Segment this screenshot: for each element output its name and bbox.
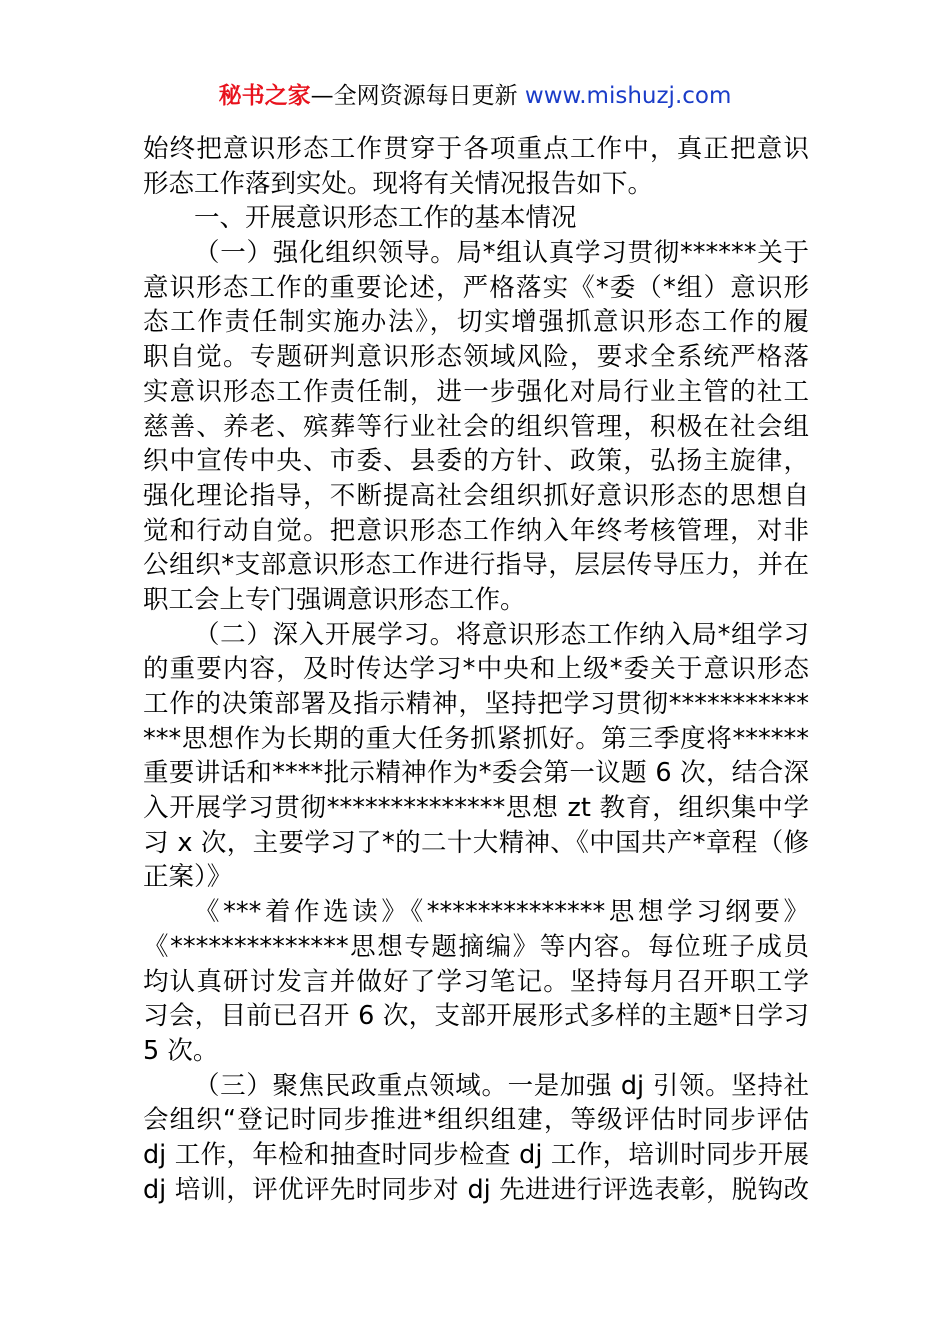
text-line: 意识形态工作的重要论述，严格落实《*委（*组）意识形 [143, 272, 809, 303]
text-line: 正案）》 [143, 862, 233, 893]
text-line: 职自觉。专题研判意识形态领域风险，要求全系统严格落 [143, 342, 809, 373]
text-line: dj 培训，评优评先时同步对 dj 先进进行评选表彰，脱钩改 [143, 1174, 809, 1205]
text-line: dj 工作，年检和抽查时同步检查 dj 工作，培训时同步开展 [143, 1139, 809, 1170]
text-line: 公组织*支部意识形态工作进行指导，层层传导压力，并在 [143, 550, 809, 581]
text-line: 《**************思想专题摘编》等内容。每位班子成员 [143, 931, 809, 962]
site-brand: 秘书之家 [218, 83, 311, 109]
text-line: 《***着作选读》《**************思想学习纲要》 [194, 897, 809, 928]
text-line: 习 x 次，主要学习了*的二十大精神、《中国共产*章程（修 [143, 827, 809, 858]
text-line: （一）强化组织领导。局*组认真学习贯彻******关于 [194, 238, 809, 269]
text-line: 织中宣传中央、市委、县委的方针、政策，弘扬主旋律， [143, 446, 809, 477]
text-line: 始终把意识形态工作贯穿于各项重点工作中，真正把意识 [143, 134, 809, 164]
text-line: 形态工作落到实处。现将有关情况报告如下。 [143, 168, 654, 199]
site-url-link[interactable]: www.mishuzj.com [524, 83, 732, 109]
text-line: 重要讲话和****批示精神作为*委会第一议题 6 次，结合深 [143, 758, 809, 789]
text-line: 入开展学习贯彻**************思想 zt 教育，组织集中学 [143, 793, 809, 824]
text-line: 的重要内容，及时传达学习*中央和上级*委关于意识形态 [143, 654, 809, 685]
text-line: 会组织“登记时同步推进*组织组建，等级评估时同步评估 [143, 1105, 809, 1136]
text-line: 实意识形态工作责任制，进一步强化对局行业主管的社工 [143, 376, 809, 407]
text-line: （三）聚焦民政重点领域。一是加强 dj 引领。坚持社 [194, 1070, 809, 1101]
text-line: 态工作责任制实施办法》，切实增强抓意识形态工作的履 [143, 307, 809, 338]
site-header [0, 80, 950, 112]
text-line: 习会，目前已召开 6 次，支部开展形式多样的主题*日学习 [143, 1001, 809, 1032]
text-line: 5 次。 [143, 1035, 219, 1066]
text-line: 均认真研讨发言并做好了学习笔记。坚持每月召开职工学 [143, 966, 809, 997]
text-line: 职工会上专门强调意识形态工作。 [143, 584, 526, 615]
section-heading: 一、开展意识形态工作的基本情况 [194, 203, 577, 234]
site-tagline: —全网资源每日更新 [310, 83, 525, 109]
text-line: 慈善、养老、殡葬等行业社会的组织管理，积极在社会组 [143, 411, 809, 442]
text-line: 觉和行动自觉。把意识形态工作纳入年终考核管理，对非 [143, 515, 809, 546]
text-line: （二）深入开展学习。将意识形态工作纳入局*组学习 [194, 619, 809, 650]
text-line: ***思想作为长期的重大任务抓紧抓好。第三季度将****** [143, 723, 809, 754]
text-line: 强化理论指导，不断提高社会组织抓好意识形态的思想自 [143, 480, 809, 511]
text-line: 工作的决策部署及指示精神，坚持把学习贯彻*********** [143, 689, 809, 719]
document-body [143, 132, 809, 1207]
